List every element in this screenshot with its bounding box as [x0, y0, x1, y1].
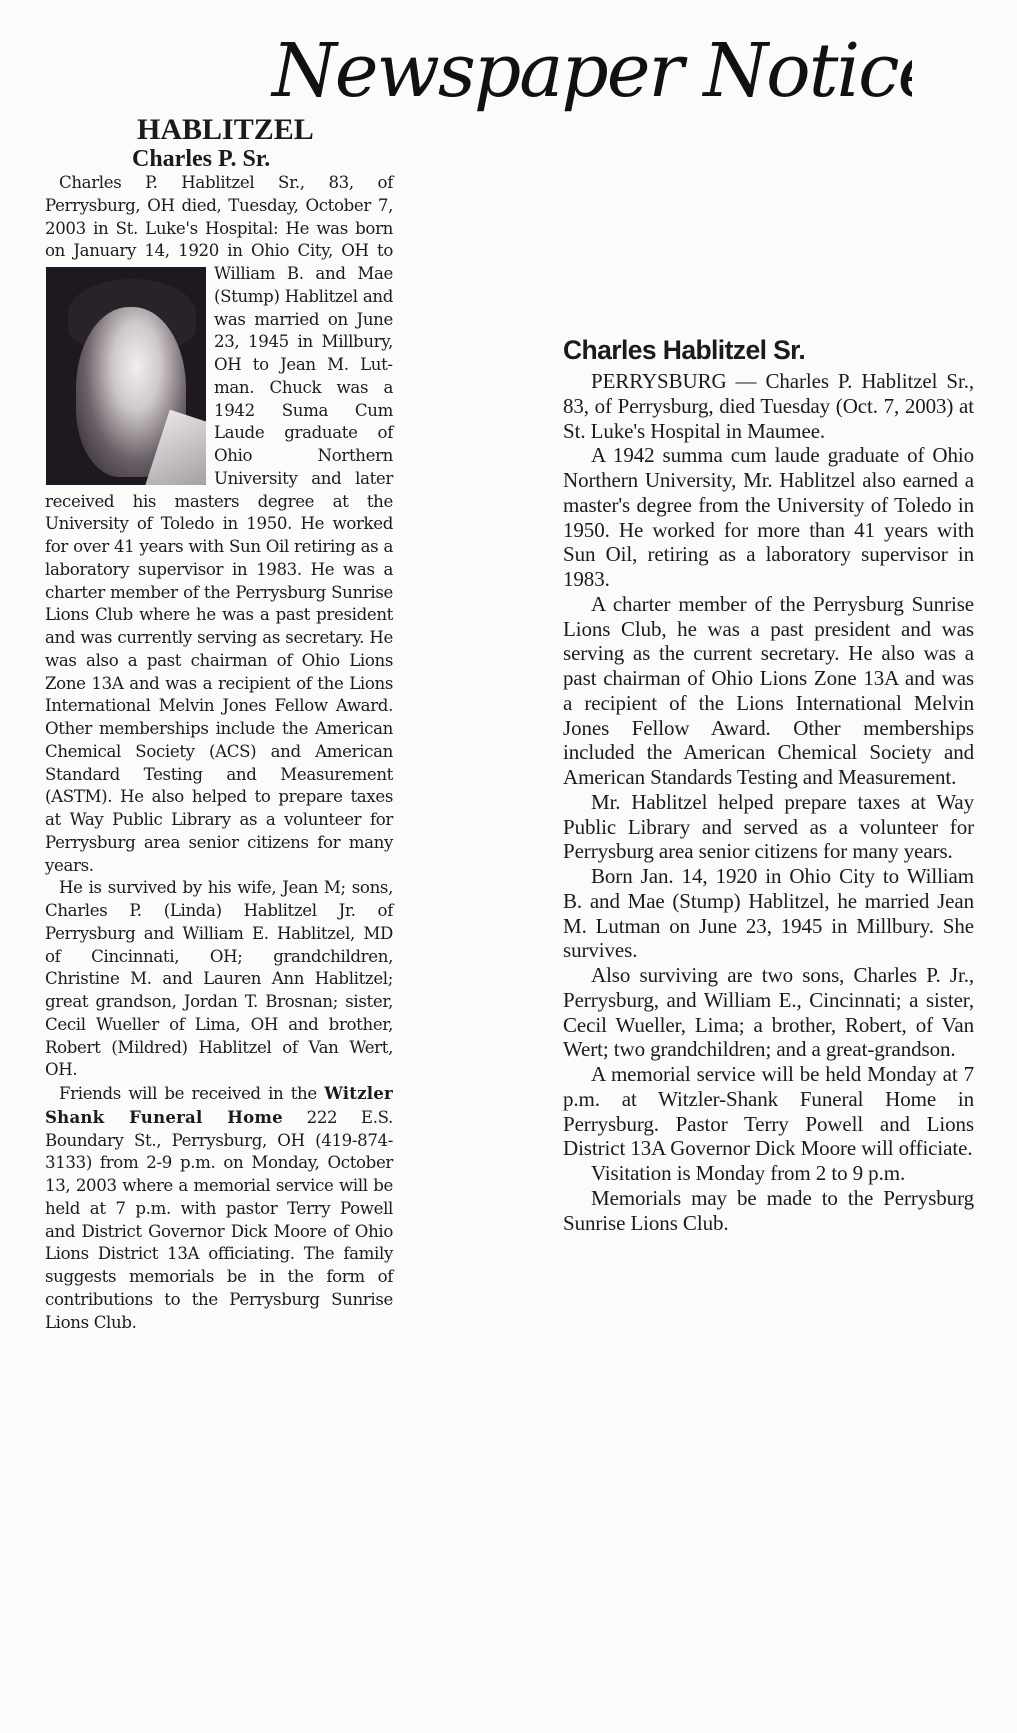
obituary-notice-right	[563, 333, 974, 1235]
photo-anchor-text-a: Charles P. Hablitzel Sr., 83, of Perrysburg, OH died, Tuesday, October 7, 2003 in St. Luke's Hospital: He was born on January 14, 1920 in Ohio City, OH to William	[45, 173, 393, 283]
notice-paragraph: Visitation is Monday from 2 to 9 p.m.	[591, 1161, 906, 1185]
funeral-home-name: Witzler Shank Funeral Home	[45, 1083, 393, 1127]
notice-paragraph: A memorial service will be held Monday at 7 p.m. at Witzler-Shank Funeral Home in Perrysburg. Pastor Terry Powell and Lions District 13A Governor Dick Moore will officiate.	[563, 1062, 974, 1161]
notice-paragraph: PERRYSBURG — Charles P. Hablitzel Sr., 83, of Perrysburg, died Tuesday (Oct. 7, 2003) at St. Luke's Hospital in Maumee.	[563, 369, 974, 443]
obituary-notice-left	[45, 114, 393, 1334]
notice-surname: HABLITZEL	[137, 113, 314, 146]
banner-title: Newspaper Notices	[272, 28, 912, 114]
banner-script-title	[262, 8, 912, 126]
notice-paragraph-2: He is survived by his wife, Jean M; sons, Charles P. (Linda) Hablitzel Jr. of Perrysburg and William E. Hablitzel, MD of Cincinnati, OH; grandchildren, Christine M. and Lauren Ann Hablitzel; great grandson, Jordan T. Brosnan; sister, Cecil Wueller of Lima, OH and brother, Robert (Mildred) Hablitzel of Van Wert, OH.	[45, 878, 393, 1080]
notice-heading: Charles Hablitzel Sr.	[563, 335, 806, 365]
notice-given-name: Charles P. Sr.	[132, 146, 271, 172]
notice-paragraph: Also surviving are two sons, Charles P. Jr., Perrysburg, and William E., Cincinnati; a sister, Cecil Wueller, Lima; a brother, Robert, of Van Wert; two grandchildren; and a great-grandson.	[563, 963, 974, 1062]
friends-intro: Friends will be received in the	[59, 1084, 317, 1103]
portrait-photo	[46, 267, 206, 485]
notice-paragraph: A 1942 summa cum laude graduate of Ohio Northern University, Mr. Hablitzel also earned a master's degree from the University of Toledo in 1950. He worked for more than 41 years with Sun Oil, retiring as a laboratory supervisor in 1983.	[563, 443, 974, 591]
notice-paragraph: Born Jan. 14, 1920 in Ohio City to William B. and Mae (Stump) Hablitzel, he married Jean M. Lutman on June 23, 1945 in Millbury. She survives.	[563, 864, 974, 963]
photo-anchor-text-b: B. and Mae (Stump) Hablitzel and was married on June 23, 1945 in Millbury, OH to Jean M. Lutman. Chuck was a 1942 Suma Cum Laude graduate of Ohio Northern University and later received his masters degree at the University of Toledo in 1950. He worked for over 41 years with Sun Oil retiring as a laboratory supervisor in 1983. He was a charter member of the Perrysburg Sunrise Lions Club where he was a past president and was currently serving as secretary. He was also a past chairman of Ohio Lions Zone 13A and was a recipient of the Lions International Melvin Jones Fellow Award. Other memberships include the American Chemical Society (ACS) and American Standard Testing and Measurement (ASTM). He also helped to prepare taxes at Way Public Library as a volunteer for Perrysburg area senior citizens for many years.	[45, 264, 393, 875]
friends-details: 222 E.S. Boundary St., Perrysburg, OH (419-874-3133) from 2-9 p.m. on Monday, October 13, 2003 where a memorial service will be held at 7 p.m. with pastor Terry Powell and District Governor Dick Moore of Ohio Lions District 13A officiating. The family suggests memorials be in the form of contributions to the Perrysburg Sunrise Lions Club.	[45, 1107, 393, 1332]
notice-paragraph-1	[45, 172, 393, 877]
page-banner	[262, 8, 912, 126]
notice-paragraph: Memorials may be made to the Perrysburg Sunrise Lions Club.	[563, 1185, 974, 1235]
notice-paragraph: Mr. Hablitzel helped prepare taxes at Way Public Library and served as a volunteer for Perrysburg area senior citizens for many years.	[563, 789, 974, 864]
notice-paragraph-3	[45, 1082, 393, 1334]
notice-paragraph: A charter member of the Perrysburg Sunrise Lions Club, he was a past president and was serving as the current secretary. He also was a past chairman of Ohio Lions Zone 13A and was a recipient of the Lions International Melvin Jones Fellow Award. Other memberships included the American Chemical Society and American Standards Testing and Measurement.	[563, 591, 974, 789]
